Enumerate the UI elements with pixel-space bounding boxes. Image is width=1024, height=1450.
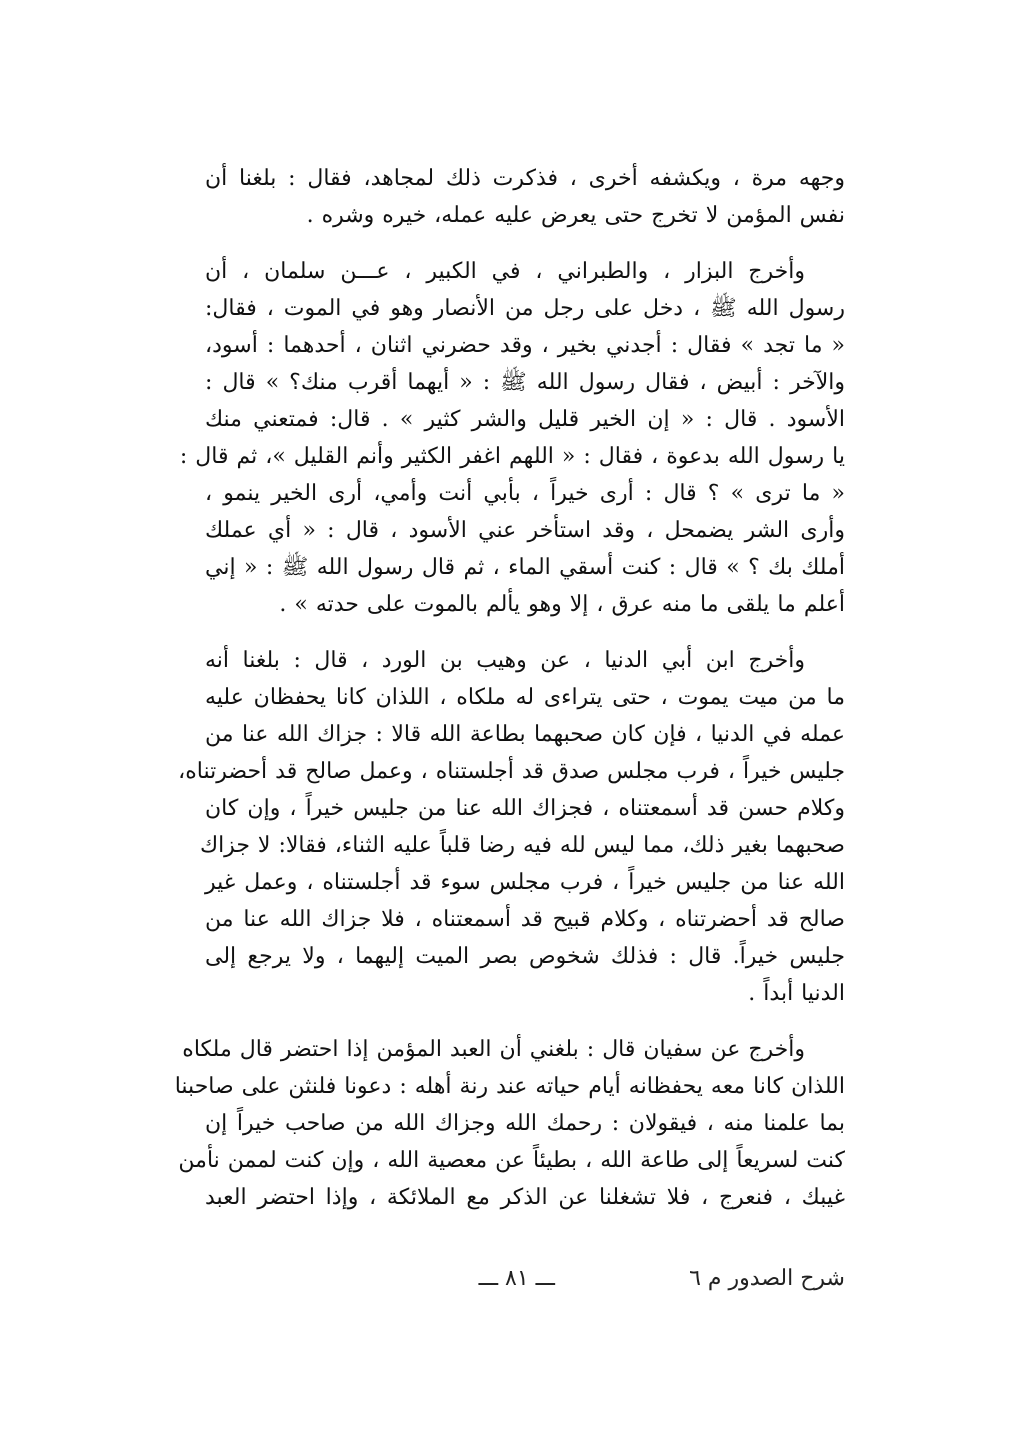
text-line: وأخرج عن سفيان قال : بلغني أن العبد المؤمن إذا احتضر قال ملكاه xyxy=(182,1037,805,1062)
text-line: وأرى الشر يضمحل ، وقد استأخر عني الأسود ، قال : « أي عملك xyxy=(205,518,845,543)
paragraph-4 xyxy=(174,1031,845,1216)
paragraph-1 xyxy=(205,160,845,234)
text-line: غيبك ، فنعرج ، فلا تشغلنا عن الذكر مع الملائكة ، وإذا احتضر العبد xyxy=(205,1185,845,1210)
page-footer xyxy=(205,1266,845,1306)
text-line: وأخرج البزار ، والطبراني ، في الكبير ، عـــن سلمان ، أن xyxy=(205,259,805,284)
text-line: اللذان كانا معه يحفظانه أيام حياته عند رنة أهله : دعونا فلنثن على صاحبنا xyxy=(174,1074,845,1099)
page-body xyxy=(174,160,845,1216)
text-line: والآخر : أبيض ، فقال رسول الله ﷺ : « أيهما أقرب منك؟ » قال : xyxy=(205,370,845,395)
text-line: الله عنا من جليس خيراً ، فرب مجلس سوء قد أجلستناه ، وعمل غير xyxy=(205,870,845,895)
text-line: ما من ميت يموت ، حتى يتراءى له ملكاه ، اللذان كانا يحفظان عليه xyxy=(205,685,845,710)
text-line: كنت لسريعاً إلى طاعة الله ، بطيئاً عن معصية الله ، وإن كنت لممن نأمن xyxy=(178,1148,845,1173)
text-line: الأسود . قال : « إن الخير قليل والشر كثير » . قال: فمتعني منك xyxy=(205,407,845,432)
text-line: أعلم ما يلقى ما منه عرق ، إلا وهو يألم بالموت على حدته » . xyxy=(279,592,845,617)
paragraph-3 xyxy=(178,642,845,1012)
text-line: بما علمنا منه ، فيقولان : رحمك الله وجزاك الله من صاحب خيراً إن xyxy=(205,1111,845,1136)
text-line: يا رسول الله بدعوة ، فقال : « اللهم اغفر الكثير وأنم القليل »، ثم قال : xyxy=(179,444,845,469)
paragraph-2 xyxy=(179,253,845,623)
text-line: « ما ترى » ؟ قال : أرى خيراً ، بأبي أنت وأمي، أرى الخير ينمو ، xyxy=(205,481,845,506)
text-line: جليس خيراً ، فرب مجلس صدق قد أجلستناه ، وعمل صالح قد أحضرتناه، xyxy=(178,759,845,784)
text-line: صحبهما بغير ذلك، مما ليس لله فيه رضا قلباً عليه الثناء، فقالا: لا جزاك xyxy=(199,833,845,858)
text-line: صالح قد أحضرتناه ، وكلام قبيح قد أسمعتناه ، فلا جزاك الله عنا من xyxy=(205,907,845,932)
text-line: عمله في الدنيا ، فإن كان صحبهما بطاعة الله قالا : جزاك الله عنا من xyxy=(205,722,845,747)
text-line: وأخرج ابن أبي الدنيا ، عن وهيب بن الورد ، قال : بلغنا أنه xyxy=(205,648,805,673)
text-line: وجهه مرة ، ويكشفه أخرى ، فذكرت ذلك لمجاهد، فقال : بلغنا أن xyxy=(205,166,845,191)
text-line: الدنيا أبداً . xyxy=(748,981,845,1006)
text-line: وكلام حسن قد أسمعتناه ، فجزاك الله عنا من جليس خيراً ، وإن كان xyxy=(205,796,845,821)
text-line: نفس المؤمن لا تخرج حتى يعرض عليه عمله، خيره وشره . xyxy=(306,203,845,228)
book-title: شرح الصدور م ٦ xyxy=(689,1266,845,1291)
text-line: أملك بك ؟ » قال : كنت أسقي الماء ، ثم قال رسول الله ﷺ : « إني xyxy=(205,555,845,580)
text-line: جليس خيراً. قال : فذلك شخوص بصر الميت إليهما ، ولا يرجع إلى xyxy=(205,944,845,969)
page-number: ـــ ٨١ ـــ xyxy=(478,1266,555,1291)
text-line: رسول الله ﷺ ، دخل على رجل من الأنصار وهو في الموت ، فقال: xyxy=(205,296,845,321)
text-line: « ما تجد » فقال : أجدني بخير ، وقد حضرني اثنان ، أحدهما : أسود، xyxy=(205,333,845,358)
